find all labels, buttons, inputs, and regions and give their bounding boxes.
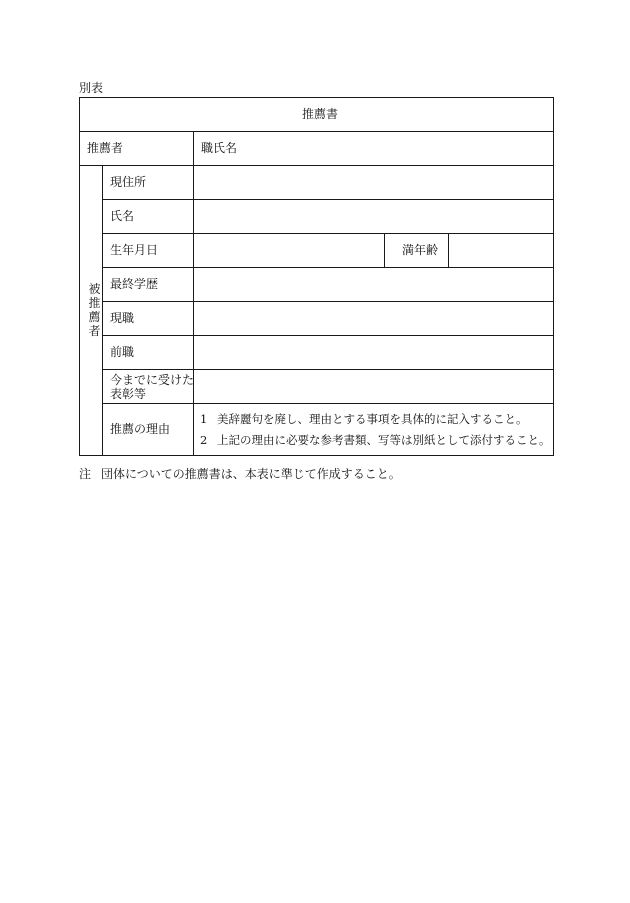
- title-row: [80, 98, 554, 132]
- page-label: 別表: [79, 81, 104, 95]
- form-title: 推薦書: [80, 98, 554, 132]
- address-field[interactable]: [194, 166, 554, 200]
- education-field[interactable]: [194, 268, 554, 302]
- education-label: 最終学歴: [103, 268, 194, 302]
- reason-note-text: 上記の理由に必要な参考書類、写等は別紙として添付すること。: [217, 432, 551, 447]
- nominee-group-label: [80, 166, 103, 456]
- reason-note-number: 1: [200, 411, 208, 426]
- previous-job-row: [80, 336, 554, 370]
- recommender-label: 推薦者: [80, 132, 194, 166]
- reason-note-1: [200, 409, 553, 430]
- address-row: [80, 166, 554, 200]
- footnote: [79, 467, 401, 481]
- recommender-name-field[interactable]: 職氏名: [194, 132, 554, 166]
- current-job-label: 現職: [103, 302, 194, 336]
- reason-field[interactable]: [194, 404, 554, 456]
- birthdate-row: [80, 234, 554, 268]
- age-label: 満年齢: [385, 234, 449, 268]
- name-field[interactable]: [194, 200, 554, 234]
- nominee-group-text: 被推薦者: [88, 282, 101, 338]
- reason-note-number: 2: [200, 432, 208, 447]
- current-job-field[interactable]: [194, 302, 554, 336]
- birthdate-field[interactable]: [194, 234, 385, 268]
- age-field[interactable]: [449, 234, 554, 268]
- awards-label: [103, 370, 194, 404]
- education-row: [80, 268, 554, 302]
- name-label: 氏名: [103, 200, 194, 234]
- address-label: 現住所: [103, 166, 194, 200]
- footnote-text: 団体についての推薦書は、本表に準じて作成すること。: [101, 467, 401, 481]
- previous-job-field[interactable]: [194, 336, 554, 370]
- awards-field[interactable]: [194, 370, 554, 404]
- reason-note-text: 美辞麗句を廃し、理由とする事項を具体的に記入すること。: [217, 411, 528, 426]
- current-job-row: [80, 302, 554, 336]
- awards-label-text: 今までに受けた表彰等: [110, 372, 195, 401]
- recommendation-form-table: [79, 97, 554, 456]
- reason-row: [80, 404, 554, 456]
- reason-label: 推薦の理由: [103, 404, 194, 456]
- birthdate-label: 生年月日: [103, 234, 194, 268]
- awards-row: [80, 370, 554, 404]
- reason-note-2: [200, 430, 553, 451]
- footnote-mark: 注: [79, 467, 92, 481]
- name-row: [80, 200, 554, 234]
- recommender-row: [80, 132, 554, 166]
- previous-job-label: 前職: [103, 336, 194, 370]
